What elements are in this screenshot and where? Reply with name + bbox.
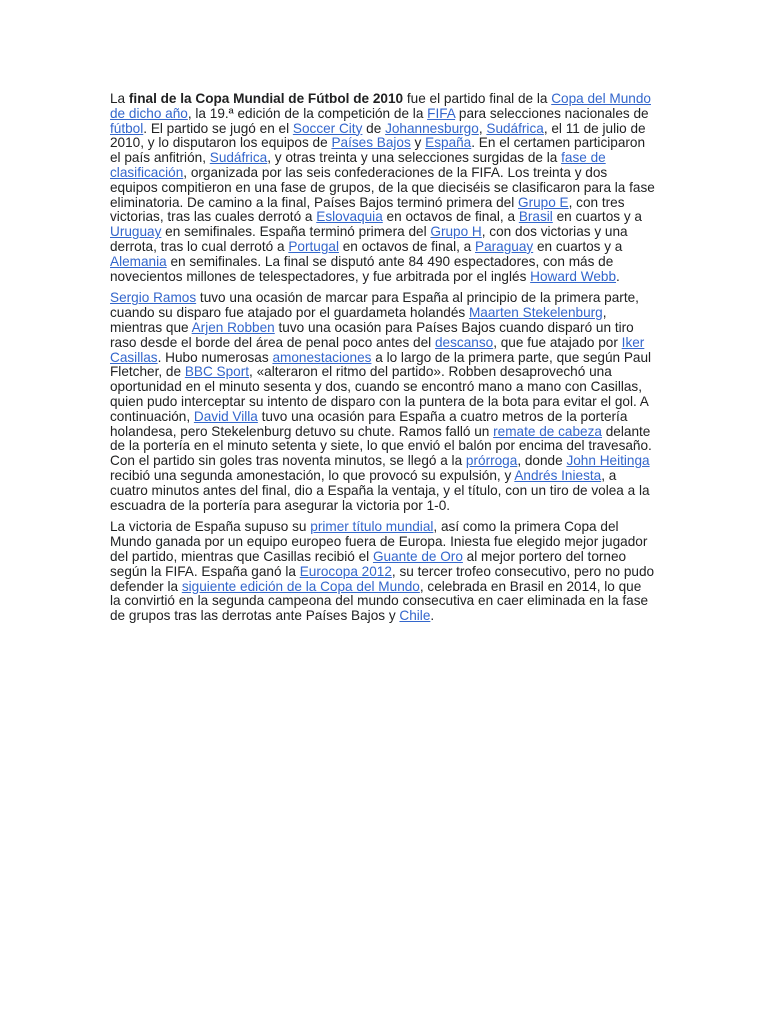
link-portugal[interactable]: Portugal bbox=[288, 238, 339, 254]
text-run: de bbox=[362, 120, 386, 136]
link-john-heitinga[interactable]: John Heitinga bbox=[566, 453, 650, 469]
text-run: tuvo una ocasión para España a cuatro metros de la portería holandesa, pero Stekelenburg detuvo su chute. Ramos falló un bbox=[110, 408, 628, 439]
text-run: , la 19.ª edición de la competición de la bbox=[187, 105, 428, 121]
link-fifa[interactable]: FIFA bbox=[427, 105, 456, 121]
text-run: La victoria de España supuso su bbox=[110, 519, 311, 535]
link-futbol[interactable]: fútbol bbox=[110, 120, 144, 136]
text-run: a lo largo de la primera parte, que según Paul Fletcher, de bbox=[110, 349, 652, 380]
text-run: . El partido se jugó en el bbox=[143, 120, 293, 136]
link-eslovaquia[interactable]: Eslovaquia bbox=[316, 209, 383, 225]
text-run: en octavos de final, a bbox=[382, 209, 519, 225]
text-run: , así como la primera Copa del Mundo ganada por un equipo europeo fuera de Europa. Iniesta fue elegido mejor jugador del partido, mientras que Casillas recibió el bbox=[110, 519, 648, 564]
text-run: , organizada por las seis confederaciones de la FIFA. Los treinta y dos equipos compitieron en una fase de grupos, de la que dieciséis se clasificaron para la fase eliminatoria. De camino a la final, Países Bajos terminó primera del bbox=[110, 164, 655, 210]
text-run: en semifinales. La final se disputó ante 84 490 espectadores, con más de novecientos millones de telespectadores, y fue arbitrada por el inglés bbox=[110, 253, 614, 284]
text-run: tuvo una ocasión para Países Bajos cuando disparó un tiro raso desde el borde del área de penal poco antes del bbox=[110, 319, 634, 350]
link-andres-iniesta[interactable]: Andrés Iniesta bbox=[514, 467, 602, 483]
link-eurocopa-2012[interactable]: Eurocopa 2012 bbox=[299, 563, 392, 579]
text-run: , su tercer trofeo consecutivo, pero no pudo defender la bbox=[110, 563, 655, 594]
link-prorroga[interactable]: prórroga bbox=[465, 453, 518, 469]
link-espana[interactable]: España bbox=[425, 135, 472, 151]
text-run: . En el certamen participaron el país anfitrión, bbox=[110, 135, 646, 166]
link-remate-de-cabeza[interactable]: remate de cabeza bbox=[493, 423, 602, 439]
link-grupo-h[interactable]: Grupo H bbox=[430, 224, 482, 240]
link-chile[interactable]: Chile bbox=[399, 608, 431, 624]
text-run: . Hubo numerosas bbox=[157, 349, 273, 365]
text-run: , que fue atajado por bbox=[493, 334, 622, 350]
link-uruguay[interactable]: Uruguay bbox=[110, 224, 162, 240]
text-run: , donde bbox=[517, 453, 567, 469]
text-run: , mientras que bbox=[110, 305, 607, 335]
text-run: en semifinales. España terminó primera del bbox=[161, 224, 431, 240]
text-run: y bbox=[410, 135, 426, 151]
link-paises-bajos[interactable]: Países Bajos bbox=[331, 135, 411, 151]
link-descanso[interactable]: descanso bbox=[434, 334, 494, 350]
text-run: en octavos de final, a bbox=[338, 238, 475, 254]
text-run: . bbox=[430, 608, 435, 624]
bold-title-text: final de la Copa Mundial de Fútbol de 2010 bbox=[128, 91, 404, 106]
text-run: delante de la portería en el minuto setenta y siete, lo que envió el balón por encima del travesaño. Con el partido sin goles tras noventa minutos, se llegó a la bbox=[110, 423, 652, 469]
link-iker-casillas[interactable]: Iker Casillas bbox=[110, 334, 645, 365]
link-arjen-robben[interactable]: Arjen Robben bbox=[191, 319, 275, 335]
link-bbc-sport[interactable]: BBC Sport bbox=[184, 364, 250, 380]
text-run: en cuartos y a bbox=[533, 238, 623, 254]
text-run: , a cuatro minutos antes del final, dio a España la ventaja, y el título, con un tiro de volea a la escuadra de la portería para asegurar la victoria por 1-0. bbox=[110, 467, 650, 513]
text-run: al mejor portero del torneo según la FIFA. España ganó la bbox=[110, 548, 627, 579]
link-primer-titulo-mundial[interactable]: primer título mundial bbox=[310, 519, 434, 535]
link-brasil[interactable]: Brasil bbox=[518, 209, 553, 225]
link-soccer-city[interactable]: Soccer City bbox=[292, 120, 363, 136]
link-johannesburgo[interactable]: Johannesburgo bbox=[385, 120, 479, 136]
article-body bbox=[110, 92, 655, 631]
link-sergio-ramos[interactable]: Sergio Ramos bbox=[110, 290, 197, 306]
link-amonestaciones[interactable]: amonestaciones bbox=[272, 349, 372, 365]
paragraph-3 bbox=[110, 520, 655, 624]
text-run: , y otras treinta y una selecciones surgidas de la bbox=[267, 150, 562, 166]
link-copa-del-mundo-de-dicho-ano[interactable]: Copa del Mundo de dicho año bbox=[110, 91, 651, 121]
link-howard-webb[interactable]: Howard Webb bbox=[530, 268, 617, 284]
text-run: tuvo una ocasión de marcar para España al principio de la primera parte, cuando su disparo fue atajado por el guardameta holandés bbox=[110, 290, 639, 321]
link-paraguay[interactable]: Paraguay bbox=[475, 238, 534, 254]
text-run: para selecciones nacionales de bbox=[455, 105, 649, 121]
text-run: , con dos victorias y una derrota, tras lo cual derrotó a bbox=[110, 224, 628, 254]
text-run: La bbox=[110, 91, 129, 106]
link-sudafrica[interactable]: Sudáfrica bbox=[209, 150, 268, 166]
paragraph-2 bbox=[110, 291, 655, 513]
link-siguiente-edicion-de-la-copa-del-mundo[interactable]: siguiente edición de la Copa del Mundo bbox=[181, 578, 420, 594]
text-run: , celebrada en Brasil en 2014, lo que la convirtió en la segunda campeona del mundo consecutiva en caer eliminada en la fase de grupos tras las derrotas ante Países Bajos y bbox=[110, 578, 649, 624]
link-alemania[interactable]: Alemania bbox=[110, 253, 167, 269]
text-run: fue el partido final de la bbox=[403, 91, 552, 106]
link-maarten-stekelenburg[interactable]: Maarten Stekelenburg bbox=[468, 305, 603, 321]
paragraph-1 bbox=[110, 92, 655, 284]
text-run: , «alteraron el ritmo del partido». Robben desaprovechó una oportunidad en el minuto sesenta y dos, cuando se encontró mano a mano con Casillas, quien pudo interceptar su intento de disparo con la puntera de la bota para evitar el gol. A continuación, bbox=[110, 364, 649, 424]
text-run: , bbox=[478, 120, 487, 136]
text-run: . bbox=[616, 268, 620, 284]
link-david-villa[interactable]: David Villa bbox=[193, 408, 258, 424]
text-run: , con tres victorias, tras las cuales derrotó a bbox=[110, 194, 625, 225]
link-grupo-e[interactable]: Grupo E bbox=[518, 194, 569, 210]
link-fase-de-clasificacion[interactable]: fase de clasificación bbox=[110, 150, 606, 180]
text-run: recibió una segunda amonestación, lo que provocó su expulsión, y bbox=[110, 467, 515, 483]
text-run: , el 11 de julio de 2010, y lo disputaron los equipos de bbox=[110, 120, 646, 151]
link-sudafrica[interactable]: Sudáfrica bbox=[486, 120, 544, 136]
link-guante-de-oro[interactable]: Guante de Oro bbox=[372, 548, 463, 564]
text-run: en cuartos y a bbox=[552, 209, 642, 225]
